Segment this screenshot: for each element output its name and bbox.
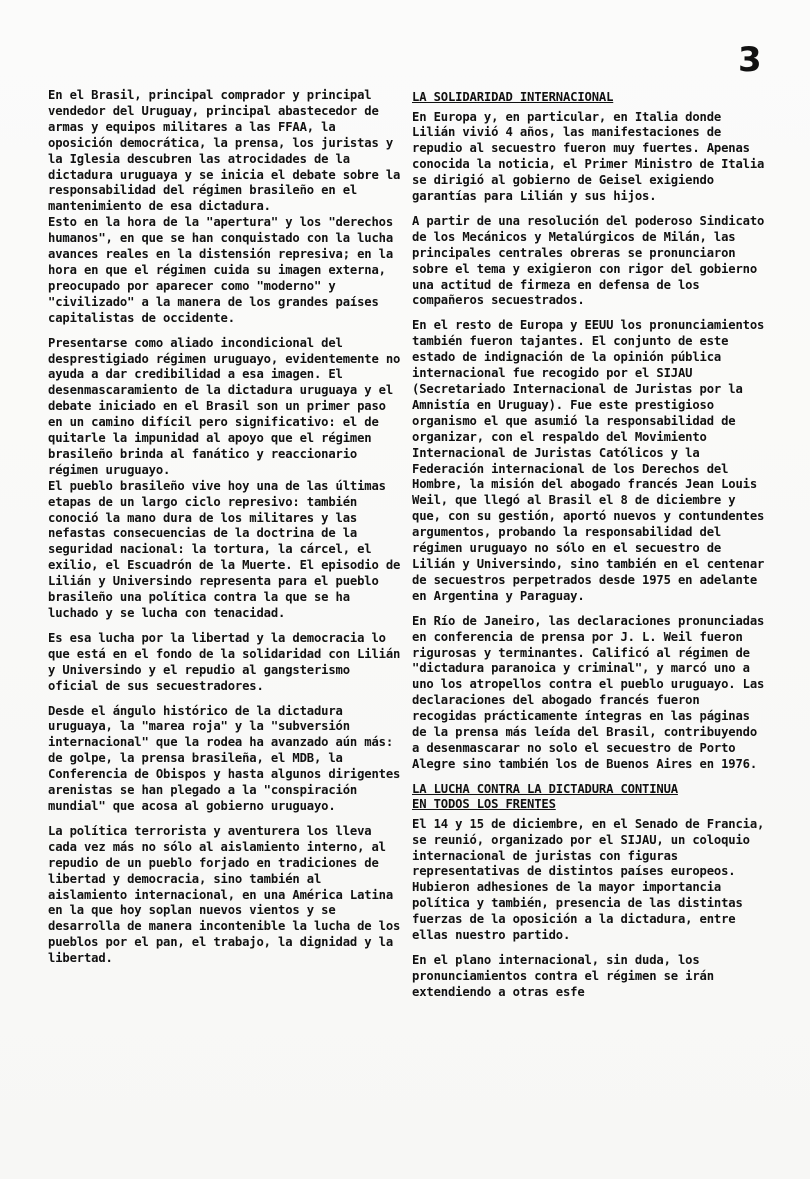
paragraph: La política terrorista y aventurera los lleva cada vez más no sólo al aislamiento interno, al repudio de un pueblo forjado en tradiciones de libertad y democracia, sino también al aislamiento internacional, en una América Latina en la que hoy soplan nuevos vientos y se desarrolla de manera incontenible la lucha de los pueblos por el pan, el trabajo, la dignidad y la libertad. [48, 823, 401, 966]
paragraph: Desde el ángulo histórico de la dictadura uruguaya, la "marea roja" y la "subversión internacional" que la rodea ha avanzado aún más: de golpe, la prensa brasileña, el MDB, la Conferencia de Obispos y hasta algunos dirigentes arenistas se han plegado a la "conspiración mundial" que acosa al gobierno uruguayo. [48, 703, 401, 813]
section-heading: LA LUCHA CONTRA LA DICTADURA CONTINUA EN TODOS LOS FRENTES [412, 781, 678, 812]
paragraph: En el Brasil, principal comprador y principal vendedor del Uruguay, principal abastecedor de armas y equipos militares a las FFAA, la oposición democrática, la prensa, los juristas y la Iglesia descubren las atrocidades de la dictadura uruguaya y se inicia el debate sobre la responsabilidad del régimen brasileño en el mantenimiento de esa dictadura. Esto en la hora de la "apertura" y los "derechos humanos", en que se han conquistado con la lucha avances reales en la distensión represiva; en la hora en que el régimen cuida su imagen externa, preocupado por aparecer como "moderno" y "civilizado" a la manera de los grandes países capitalistas de occidente. [48, 88, 401, 325]
section-heading: LA SOLIDARIDAD INTERNACIONAL [412, 90, 614, 104]
paragraph: El 14 y 15 de diciembre, en el Senado de Francia, se reunió, organizado por el SIJAU, un coloquio internacional de juristas con figuras representativas de distintos países europeos. Hubieron adhesiones de la mayor importancia política y también, presencia de las distintas fuerzas de la oposición a la dictadura, entre ellas nuestro partido. [412, 816, 765, 943]
paragraph: En el resto de Europa y EEUU los pronunciamientos también fueron tajantes. El conjunto de este estado de indignación de la opinión pública internacional fue recogido por el SIJAU (Secretariado Internacional de Juristas por la Amnistía en Uruguay). Fue este prestigioso organismo el que asumió la responsabilidad de organizar, con el respaldo del Movimiento Internacional de Juristas Católicos y la Federación internacional de los Derechos del Hombre, la misión del abogado francés Jean Louis Weil, que llegó al Brasil el 8 de diciembre y que, con su gestión, aportó nuevos y contundentes argumentos, probando la responsabilidad del régimen uruguayo no sólo en el secuestro de Lilián y Universindo, sino también en el centenar de secuestros perpetrados desde 1975 en adelante en Argentina y Paraguay. [412, 318, 765, 603]
paragraph: En Europa y, en particular, en Italia donde Lilián vivió 4 años, las manifestaciones de repudio al secuestro fueron muy fuertes. Apenas conocida la noticia, el Primer Ministro de Italia se dirigió al gobierno de Geisel exigiendo garantías para Lilián y sus hijos. [412, 109, 765, 204]
paragraph: En Río de Janeiro, las declaraciones pronunciadas en conferencia de prensa por J. L. Weil fueron rigurosas y terminantes. Calificó al régimen de "dictadura paranoica y criminal", y marcó uno a uno los atropellos contra el pueblo uruguayo. Las declaraciones del abogado francés fueron recogidas prácticamente íntegras en las páginas de la prensa más leída del Brasil, contribuyendo a desenmascarar no solo el secuestro de Porto Alegre sino también los de Buenos Aires en 1976. [412, 613, 765, 771]
paragraph: En el plano internacional, sin duda, los pronunciamientos contra el régimen se irán extendiendo a otras esfe [412, 953, 714, 999]
paragraph: Presentarse como aliado incondicional del desprestigiado régimen uruguayo, evidentemente no ayuda a dar credibilidad a esa imagen. El desenmascaramiento de la dictadura uruguaya y el debate iniciado en el Brasil son un primer paso en un camino difícil pero significativo: el de quitarle la impunidad al apoyo que el régimen brasileño brinda al fanático y reaccionario régimen uruguayo. El pueblo brasileño vive hoy una de las últimas etapas de un largo ciclo represivo: también conoció la mano dura de los militares y las nefastas consecuencias de la doctrina de la seguridad nacional: la tortura, la cárcel, el exilio, el Escuadrón de la Muerte. El episodio de Lilián y Universindo representa para el pueblo brasileño una política contra la que se ha luchado y se lucha con tenacidad. [48, 335, 401, 620]
page-number: 3 [738, 40, 761, 80]
paragraph: Es esa lucha por la libertad y la democracia lo que está en el fondo de la solidaridad con Lilián y Universindo y el repudio al gangsterismo oficial de sus secuestradores. [48, 630, 401, 693]
right-column [412, 88, 767, 1010]
left-column [48, 88, 403, 976]
paragraph: A partir de una resolución del poderoso Sindicato de los Mecánicos y Metalúrgicos de Milán, las principales centrales obreras se pronunciaron sobre el tema y exigieron con rigor del gobierno una actitud de firmeza en defensa de los compañeros secuestrados. [412, 213, 765, 308]
